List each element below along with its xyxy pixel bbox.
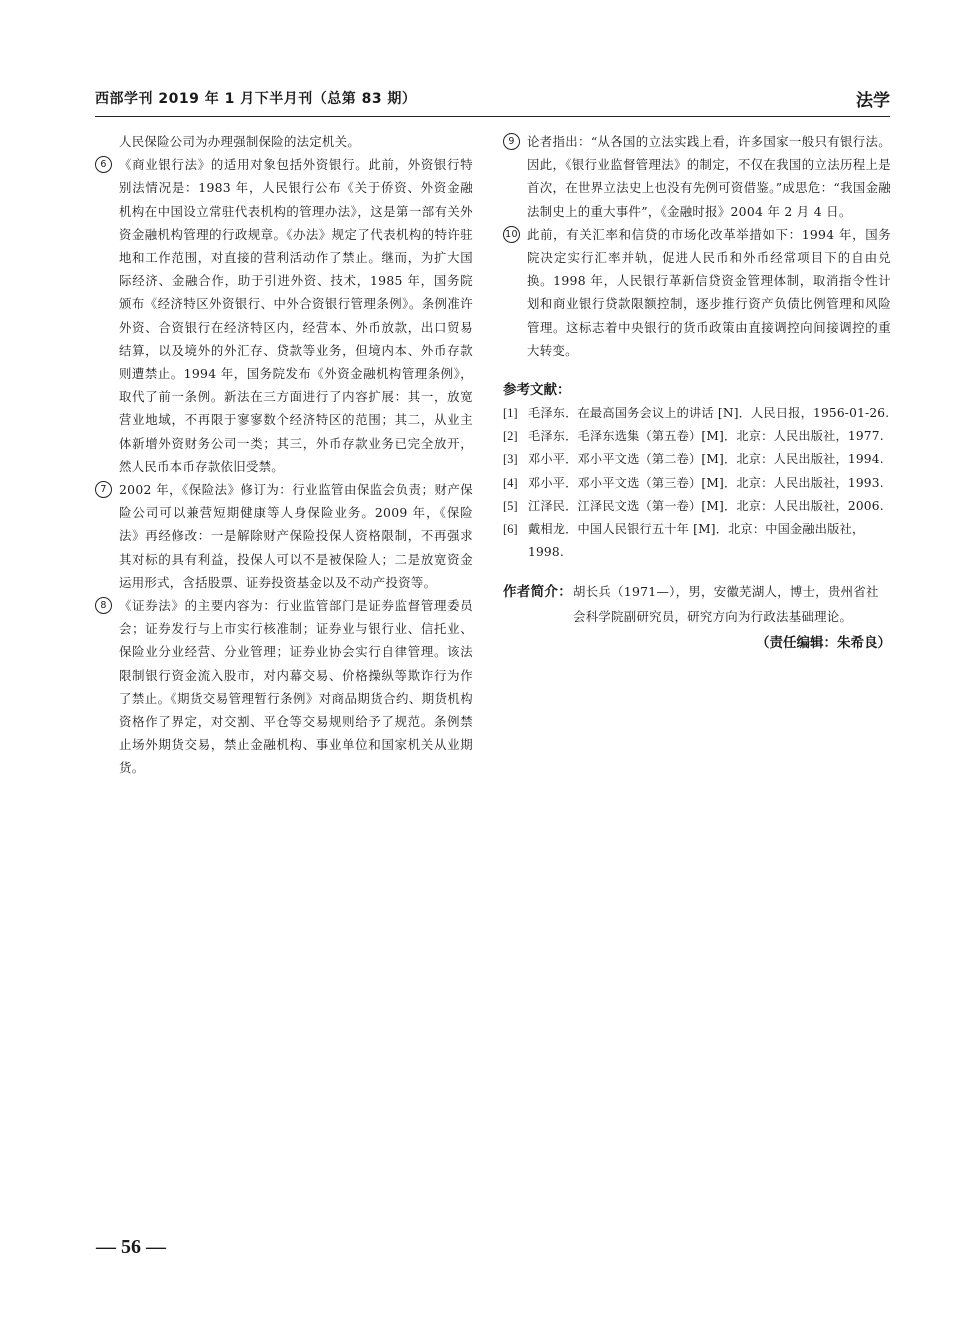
page-number: — 56 — [96, 1236, 166, 1258]
reference-item: [2] 毛泽东．毛泽东选集（第五卷）[M]．北京：人民出版社，1977. [503, 429, 884, 444]
note-8: 8 《证券法》的主要内容为：行业监管部门是证券监督管理委员会；证券发行与上市实行核准制；证券业与银行业、信托业、保险业分业经营、分业管理；证券业协会实行自律管理。该法限制银行资金流入股市，对内幕交易、价格操纵等欺诈行为作了禁止。《期货交易管理暂行条例》对商品期货合约、期货机构资格作了界定，对交割、平仓等交易规则给予了规范。条例禁止场外期货交易，禁止金融机构、事业单位和国家机关从业期货。 [95, 594, 473, 780]
author-bio [503, 580, 891, 629]
reference-item: [1] 毛泽东．在最高国务会议上的讲话 [N]．人民日报，1956-01-26. [503, 406, 890, 421]
page-header [95, 86, 890, 112]
note-number: 8 [95, 597, 112, 614]
responsible-editor: （责任编辑：朱希良） [756, 635, 891, 652]
note-number: 7 [95, 481, 112, 498]
note-6: 6 《商业银行法》的适用对象包括外资银行。此前，外资银行特别法情况是：1983 年，人民银行公布《关于侨资、外资金融机构在中国设立常驻代表机构的管理办法》，这是第一部有关外资金融机构管理的行政规章。《办法》规定了代表机构的特许驻地和工作范围，对直接的营利活动作了禁止。继而，为扩大国际经济、金融合作，助于引进外资、技术，1985 年，国务院颁布《经济特区外资银行、中外合资银行管理条例》。条例准许外资、合资银行在经济特区内，经营本、外币放款，出口贸易结算，以及境外的外汇存、贷款等业务，但境内本、外币存款则遭禁止。1994 年，国务院发布《外资金融机构管理条例》，取代了前一条例。新法在三方面进行了内容扩展：其一，放宽营业地域，不再限于寥寥数个经济特区的范围；其二，从业主体新增外资财务公司一类；其三，外币存款业务已完全放开，然人民币本币存款依旧受禁。 [95, 153, 473, 478]
note-continued: 人民保险公司为办理强制保险的法定机关。 [119, 134, 361, 149]
note-number: 6 [95, 156, 112, 173]
section-label: 法学 [856, 91, 890, 111]
reference-item: [4] 邓小平．邓小平文选（第三卷）[M]．北京：人民出版社，1993. [503, 475, 884, 490]
right-column [503, 130, 891, 655]
author-bio-label: 作者简介： [503, 584, 572, 601]
reference-item: [6] 戴相龙．中国人民银行五十年 [M]．北京：中国金融出版社，1998. [503, 522, 865, 560]
note-9: 9 论者指出：“从各国的立法实践上看，许多国家一般只有银行法。因此，《银行业监督管理法》的制定，不仅在我国的立法历程上是首次，在世界立法史上也没有先例可资借鉴。”成思危：“我国金融法制史上的重大事件”，《金融时报》2004 年 2 月 4 日。 [503, 130, 891, 223]
author-bio-text: 胡长兵（1971—），男，安徽芜湖人，博士，贵州省社会科学院副研究员，研究方向为行政法基础理论。 [573, 584, 879, 624]
journal-title: 西部学刊 2019 年 1 月下半月刊（总第 83 期） [95, 91, 417, 107]
reference-item: [5] 江泽民．江泽民文选（第一卷）[M]．北京：人民出版社，2006. [503, 498, 884, 513]
header-rule [95, 116, 890, 117]
left-column [95, 130, 473, 780]
reference-item: [3] 邓小平．邓小平文选（第二卷）[M]．北京：人民出版社，1994. [503, 452, 884, 467]
note-7: 7 2002 年，《保险法》修订为：行业监管由保监会负责；财产保险公司可以兼营短期健康等人身保险业务。2009 年，《保险法》再经修改：一是解除财产保险投保人资格限制，不再强求其对标的具有利益，投保人可以不是被保险人；二是放宽资金运用形式，含括股票、证券投资基金以及不动产投资等。 [95, 478, 473, 594]
references-title: 参考文献： [503, 382, 571, 399]
note-number: 9 [503, 133, 520, 150]
note-number: 10 [503, 226, 520, 243]
note-10: 10 此前，有关汇率和信贷的市场化改革举措如下：1994 年，国务院决定实行汇率并轨，促进人民币和外币经常项目下的自由兑换。1998 年，人民银行革新信贷资金管理体制，取消指令性计划和商业银行贷款限额控制，逐步推行资产负债比例管理和风险管理。这标志着中央银行的货币政策由直接调控向间接调控的重大转变。 [503, 223, 891, 362]
